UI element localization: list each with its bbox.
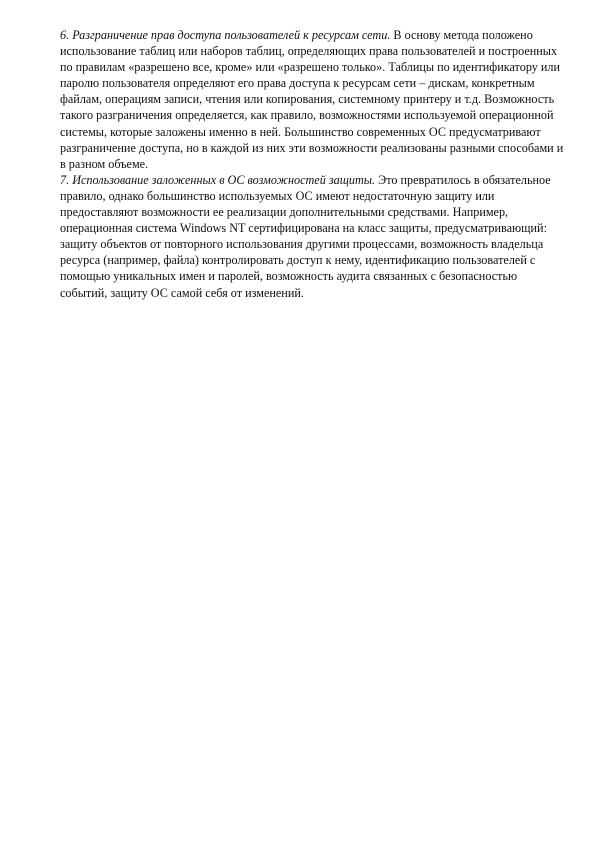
section-7-body: Это превратилось в обязательное правило, однако большинство используемых ОС имеют недостаточную защиту или предоставляют возможности ее реализации дополнительными средствами. Например, операционная система Windows NT сертифицирована на класс защиты, предусматривающий: защиту объектов от повторного использования другими процессами, возможность владельца ресурса (например, файла) контролировать доступ к нему, идентификацию пользователей с помощью уникальных имен и паролей, возможность аудита связанных с безопасностью событий, защиту ОС самой себя от изменений. bbox=[60, 172, 551, 300]
document-page bbox=[60, 27, 564, 301]
section-7-paragraph bbox=[60, 172, 564, 301]
section-6-body: В основу метода положено использование таблиц или наборов таблиц, определяющих права пользователей и построенных по правилам «разрешено все, кроме» или «разрешено только». Таблицы по идентификатору или паролю пользователя определяют его права доступа к ресурсам сети – дискам, конкретным файлам, операциям записи, чтения или копирования, системному принтеру и т.д. Возможность такого разграничения определяется, как правило, возможностями используемой операционной системы, которые заложены именно в ней. Большинство современных ОС предусматривают разграничение доступа, но в каждой из них эти возможности реализованы разными способами и в разном объеме. bbox=[60, 28, 564, 171]
section-6-paragraph bbox=[60, 27, 564, 172]
section-6-heading: 6. Разграничение прав доступа пользователей к ресурсам сети. bbox=[60, 28, 391, 42]
section-7-heading: 7. Использование заложенных в ОС возможностей защиты. bbox=[60, 172, 376, 187]
